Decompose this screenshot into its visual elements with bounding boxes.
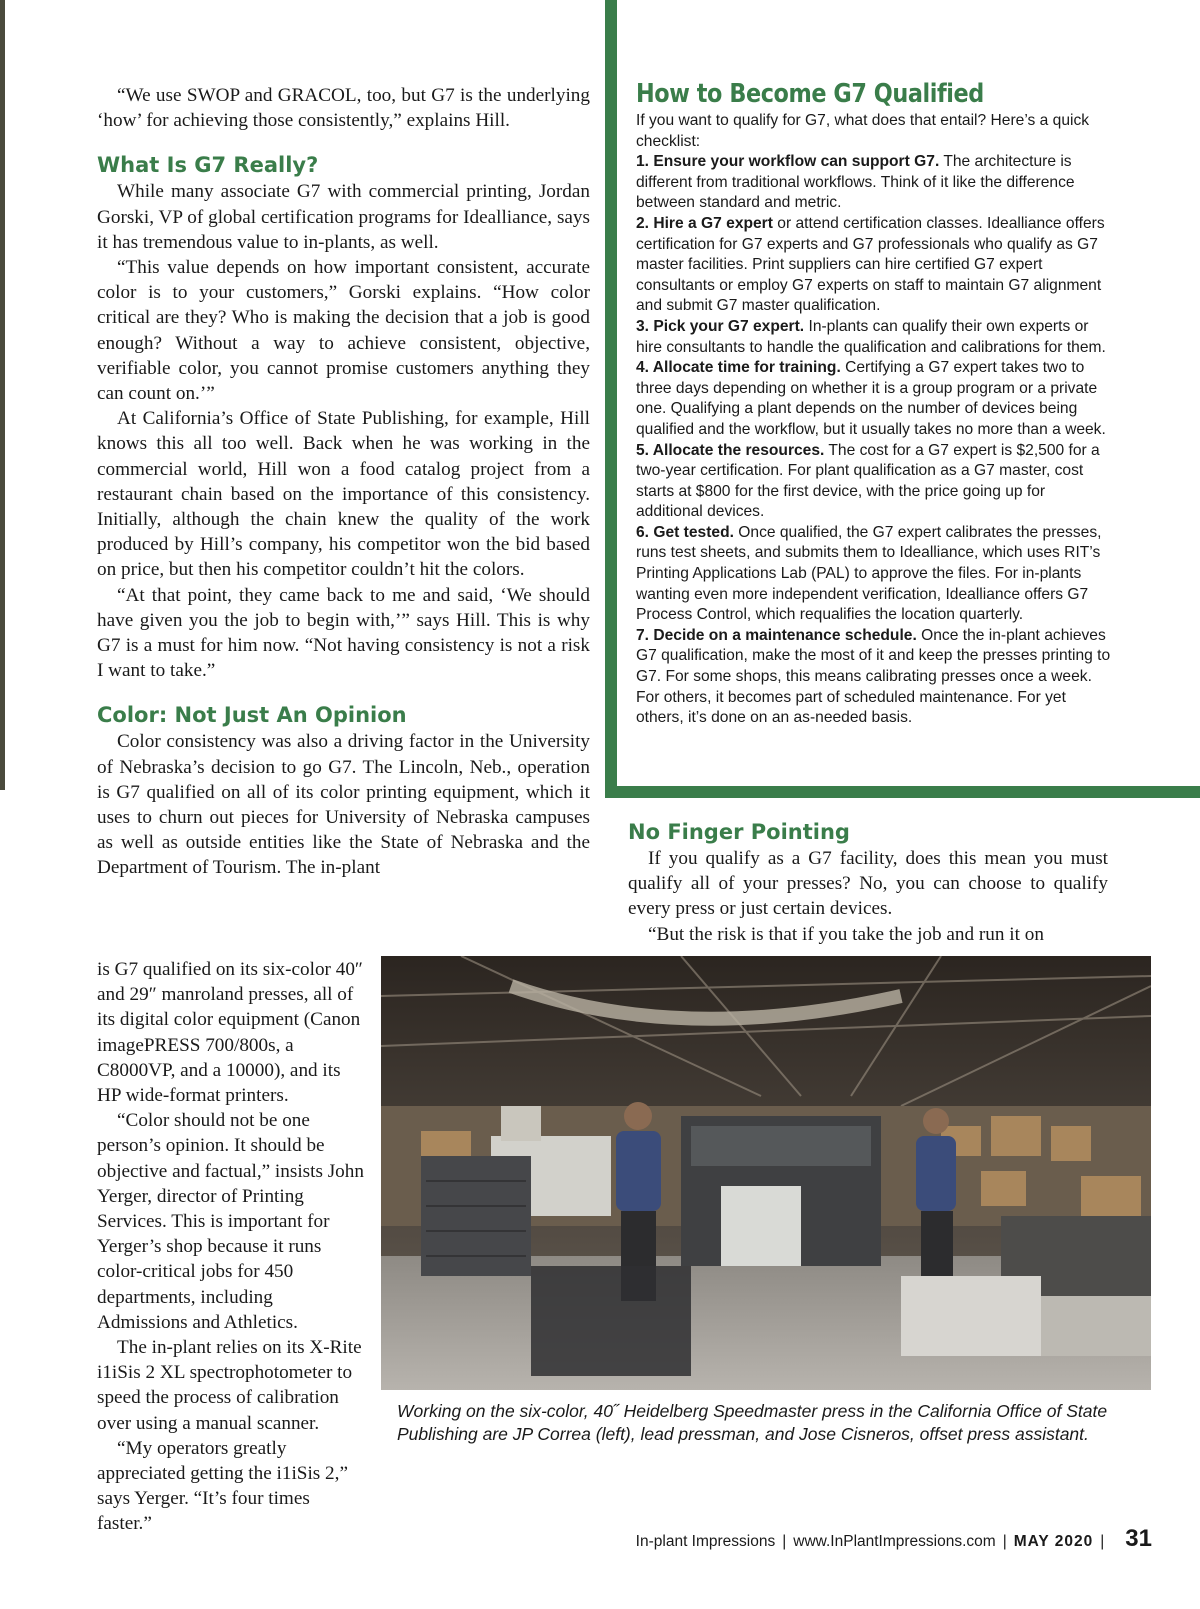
publication-name: In-plant Impressions: [635, 1533, 776, 1550]
checklist-item-5: [636, 441, 1116, 523]
section-heading-color-opinion: Color: Not Just An Opinion: [97, 703, 407, 728]
checklist-item-text: In-plants can qualify their own experts or hire consultants to handle the qualification and calibrations for them.: [636, 317, 1106, 356]
main-column-left: [97, 83, 590, 881]
sidebar-box: [605, 0, 1200, 798]
paragraph: If you qualify as a G7 facility, does this mean you must qualify all of your presses? No, you can choose to qualify every press or just certain devices.: [628, 848, 1108, 920]
checklist-item-4: [636, 358, 1116, 440]
checklist-item-lead: 3. Pick your G7 expert.: [636, 317, 805, 335]
issue-date: MAY 2020: [1013, 1533, 1094, 1550]
footer-separator: |: [1100, 1533, 1105, 1550]
checklist-item-2: [636, 214, 1116, 317]
paragraph: “This value depends on how important consistent, accurate color is to your customers,” Gorski explains. “How color critical are they? Who is making the decision that a job is good enough? Without a way to achieve consistent, objective, verifiable color, you cannot promise customers anything they can count on.’”: [97, 257, 590, 405]
checklist-item-lead: 1. Ensure your workflow can support G7.: [636, 153, 940, 171]
checklist-item-lead: 2. Hire a G7 expert: [636, 214, 773, 232]
checklist-item-text: Certifying a G7 expert takes two to three days depending on whether it is a group program or a private one. Qualifying a plant depends on the number of devices being qualified and the workflow, but it usually takes no more than a week.: [636, 359, 1106, 438]
paragraph: “Color should not be one person’s opinion. It should be objective and factual,” insists John Yerger, director of Printing Services. This is important for Yerger’s shop because it runs color-critical jobs for 450 departments, including Admissions and Athletics.: [97, 1110, 364, 1333]
checklist-item-lead: 5. Allocate the resources.: [636, 441, 825, 459]
page-number: 31: [1125, 1525, 1152, 1552]
paragraph: At California’s Office of State Publishing, for example, Hill knows this all too well. Back when he was working in the commercial world, Hill won a food catalog project from a restaurant chain based on the importance of this consistency. Initially, although the chain knew the quality of the work produced by Hill’s company, his competitor won the bid based on price, but then his competitor couldn’t hit the colors.: [97, 408, 590, 581]
checklist-item-3: [636, 317, 1116, 358]
paragraph: “At that point, they came back to me and said, ‘We should have given you the job to begin with,’” says Hill. This is why G7 is a must for him now. “Not having consistency is not a risk I want to take.”: [97, 584, 590, 682]
paragraph: Color consistency was also a driving factor in the University of Nebraska’s decision to go G7. The Lincoln, Neb., operation is G7 qualified on all of its color printing equipment, which it uses to churn out pieces for University of Nebraska campuses as well as outside entities like the State of Nebraska and the Department of Tourism. The in-plant: [97, 731, 590, 879]
section-heading-no-finger-pointing: No Finger Pointing: [628, 820, 850, 844]
checklist-item-lead: 7. Decide on a maintenance schedule.: [636, 626, 917, 644]
paragraph: While many associate G7 with commercial printing, Jordan Gorski, VP of global certification programs for Idealliance, says it has tremendous value to in-plants, as well.: [97, 181, 590, 253]
press-room-photo: [381, 956, 1151, 1390]
photo-caption: Working on the six-color, 40˝ Heidelberg Speedmaster press in the California Office of State Publishing are JP Correa (left), lead pressman, and Jose Cisneros, offset press assistant.: [397, 1401, 1108, 1444]
sidebar-content: [636, 79, 1116, 729]
checklist-item-lead: 4. Allocate time for training.: [636, 359, 841, 377]
paragraph-continued: is G7 qualified on its six-color 40″ and 29″ manroland presses, all of its digital color equipment (Canon imagePRESS 700/800s, a C8000VP, and a 10000), and its HP wide-format printers.: [97, 959, 363, 1107]
paragraph: The in-plant relies on its X-Rite i1iSis 2 XL spectrophotometer to speed the process of calibration over using a manual scanner.: [97, 1337, 362, 1434]
checklist-item-7: [636, 626, 1116, 729]
main-column-right: [628, 820, 1108, 947]
checklist-item-text: or attend certification classes. Idealliance offers certification for G7 experts and G7 professionals who qualify as G7 master facilities. Print suppliers can hire certified G7 expert consultants or employ G7 experts on staff to maintain G7 alignment and submit G7 master qualification.: [636, 214, 1105, 315]
main-column-left-narrow: [97, 957, 367, 1537]
intro-paragraph: “We use SWOP and GRACOL, too, but G7 is the underlying ‘how’ for achieving those consistently,” explains Hill.: [97, 85, 590, 132]
sidebar-border-left: [605, 0, 617, 798]
checklist-item-text: The cost for a G7 expert is $2,500 for a two-year certification. For plant qualification as a G7 master, cost starts at $800 for the first device, with the price going up for additional devices.: [636, 441, 1100, 521]
footer-separator: |: [1002, 1533, 1007, 1550]
checklist-item-text: Once the in-plant achieves G7 qualification, make the most of it and keep the presses printing to G7. For some shops, this means calibrating presses once a week. For others, it becomes part of scheduled maintenance. For yet others, it’s done on an as-needed basis.: [636, 626, 1111, 727]
checklist-item-text: The architecture is different from traditional workflows. Think of it like the difference between standard and metric.: [636, 153, 1075, 212]
publication-url[interactable]: www.InPlantImpressions.com: [793, 1533, 996, 1550]
sidebar-intro: If you want to qualify for G7, what does that entail? Here’s a quick checklist:: [636, 112, 1090, 150]
checklist-item-text: Once qualified, the G7 expert calibrates the presses, runs test sheets, and submits them to Idealliance, which uses RIT’s Printing Applications Lab (PAL) to approve the files. For in-plants wanting even more independent verification, Idealliance offers G7 Process Control, which requalifies the location quarterly.: [636, 523, 1102, 624]
footer-separator: |: [782, 1533, 787, 1550]
sidebar-title: How to Become G7 Qualified: [636, 79, 984, 109]
page-footer: [636, 1525, 1152, 1553]
paragraph: “But the risk is that if you take the job and run it on: [648, 923, 1044, 945]
checklist-item-1: [636, 152, 1116, 214]
section-heading-what-is-g7: What Is G7 Really?: [97, 153, 319, 178]
page-edge-bleed: [0, 0, 5, 790]
paragraph: “My operators greatly appreciated getting the i1iSis 2,” says Yerger. “It’s four times faster.”: [97, 1437, 348, 1535]
checklist-item-lead: 6. Get tested.: [636, 523, 734, 541]
sidebar-border-bottom: [605, 786, 1200, 798]
checklist-item-6: [636, 523, 1116, 626]
